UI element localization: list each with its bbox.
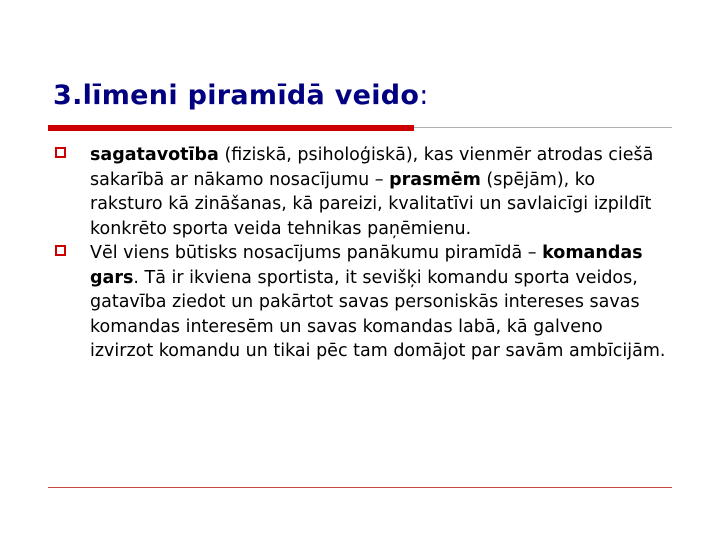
bullet-1-term-sagatavotiba: sagatavotība <box>90 145 219 165</box>
bullet-item-2 <box>55 241 670 364</box>
bullet-2-text-b: . Tā ir ikviena sportista, it sevišķi komandu sporta veidos, gatavība ziedot un pakārtot savas personiskās intereses savas komandas interesēm un savas komandas labā, kā galveno izvirzot komandu un tikai pēc tam domājot par savām ambīcijām. <box>90 267 666 361</box>
title-underline-gray <box>414 127 672 128</box>
title-underline-red <box>48 125 414 131</box>
bottom-divider <box>48 487 672 488</box>
hollow-square-bullet-icon <box>55 245 66 256</box>
bullet-1-text-a: (fiziskā, psiholoģiskā), kas vienmēr atrodas ciešā sakarībā ar nākamo nosacījumu – <box>90 145 654 190</box>
slide-title-main: 3.līmeni piramīdā veido <box>53 80 420 111</box>
bullet-list <box>55 143 670 364</box>
slide-title-colon: : <box>419 80 429 111</box>
slide-title <box>53 80 429 111</box>
bullet-2-text-a: Vēl viens būtisks nosacījums panākumu piramīdā – <box>90 243 543 263</box>
hollow-square-bullet-icon <box>55 147 66 158</box>
bullet-1-term-prasmem: prasmēm <box>389 169 481 190</box>
bullet-2-term-komandas-gars: komandas gars <box>90 243 643 288</box>
bullet-item-1 <box>55 143 670 241</box>
bullet-1-text-b: (spējām), ko raksturo kā zināšanas, kā pareizi, kvalitatīvi un savlaicīgi izpildīt konkrēto sporta veida tehnikas paņēmienu. <box>90 169 652 239</box>
